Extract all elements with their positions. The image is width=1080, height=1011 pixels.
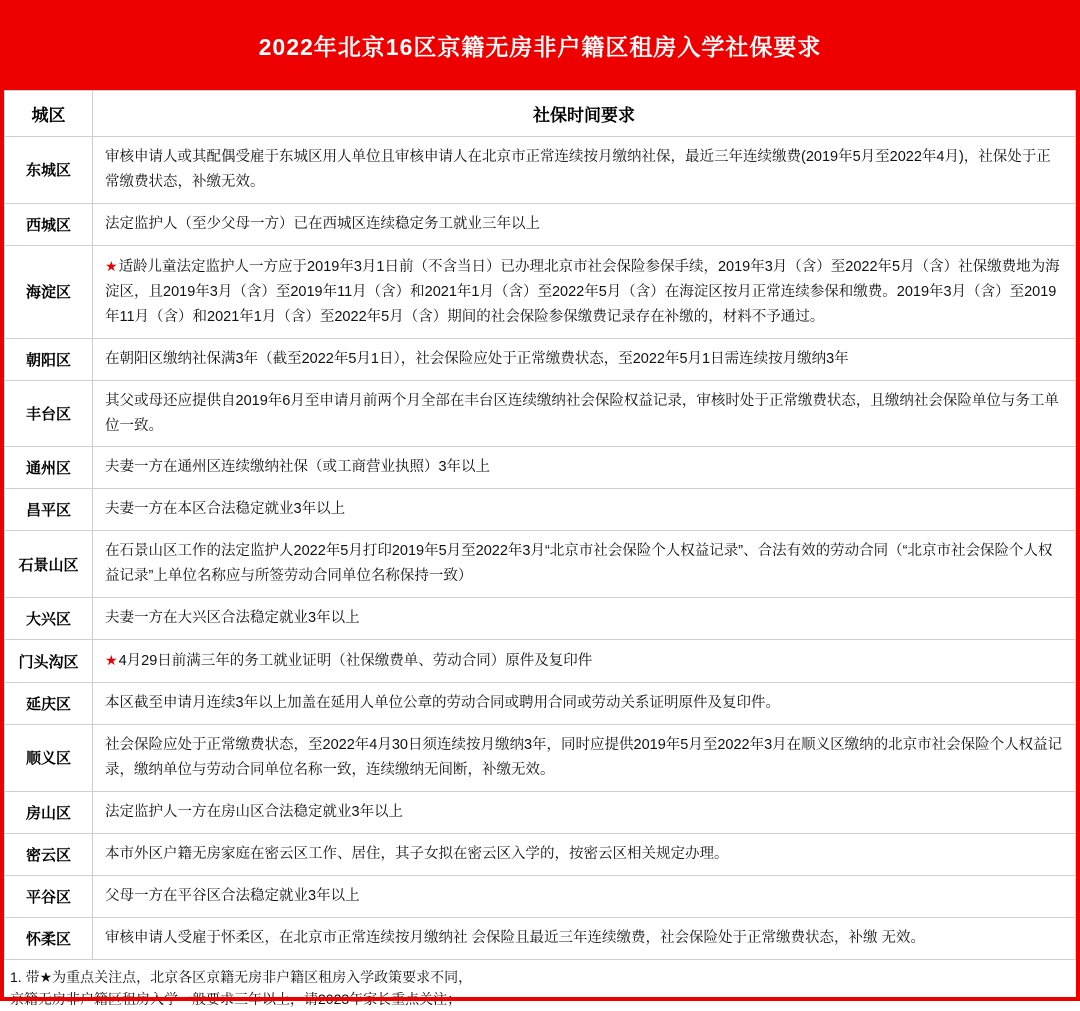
district-cell: 大兴区 — [5, 598, 93, 640]
column-header-requirement: 社保时间要求 — [93, 91, 1076, 137]
footnote-line-1: 1. 带★为重点关注点，北京各区京籍无房非户籍区租房入学政策要求不同， — [10, 968, 473, 985]
table-row — [5, 875, 1076, 917]
requirement-text: 适龄儿童法定监护人一方应于2019年3月1日前（不含当日）已办理北京市社会保险参保手续，2019年3月（含）至2022年5月（含）社保缴费地为海淀区，且2019年3月（含）至2019年11月（含）和2021年1月（含）至2022年5月（含）在海淀区按月正常连续参保和缴费。2019年3月（含）至2019年11月（含）和2021年1月（含）至2022年5月（含）期间的社会保险参保缴费记录存在补缴的，材料不予通过。 — [105, 258, 1060, 325]
footnotes — [4, 960, 1076, 1011]
district-cell: 朝阳区 — [5, 338, 93, 380]
requirement-text: 审核申请人或其配偶受雇于东城区用人单位且审核申请人在北京市正常连续按月缴纳社保，最近三年连续缴费(2019年5月至2022年4月)，社保处于正常缴费状态，补缴无效。 — [105, 149, 1051, 190]
table-row — [5, 791, 1076, 833]
table-row — [5, 833, 1076, 875]
requirement-cell — [93, 875, 1076, 917]
requirement-text: 法定监护人一方在房山区合法稳定就业3年以上 — [105, 803, 404, 820]
district-cell: 通州区 — [5, 447, 93, 489]
requirement-text: 夫妻一方在大兴区合法稳定就业3年以上 — [105, 610, 360, 627]
district-cell: 西城区 — [5, 203, 93, 245]
table-header — [5, 91, 1076, 137]
requirement-text: 本区截至申请月连续3年以上加盖在延用人单位公章的劳动合同或聘用合同或劳动关系证明原件及复印件。 — [105, 695, 781, 712]
requirement-cell — [93, 338, 1076, 380]
table-row — [5, 531, 1076, 598]
table-header-row — [5, 91, 1076, 137]
requirement-text: 其父或母还应提供自2019年6月至申请月前两个月全部在丰台区连续缴纳社会保险权益记录，审核时处于正常缴费状态，且缴纳社会保险单位与务工单位一致。 — [105, 392, 1059, 434]
requirement-text: 本市外区户籍无房家庭在密云区工作、居住，其子女拟在密云区入学的，按密云区相关规定办理。 — [105, 845, 729, 862]
requirement-cell — [93, 598, 1076, 640]
requirement-text: 夫妻一方在通州区连续缴纳社保（或工商营业执照）3年以上 — [105, 459, 491, 476]
column-header-district: 城区 — [5, 91, 93, 137]
district-cell: 密云区 — [5, 833, 93, 875]
requirement-cell — [93, 917, 1076, 959]
district-cell: 延庆区 — [5, 683, 93, 725]
requirement-cell — [93, 683, 1076, 725]
district-cell: 丰台区 — [5, 380, 93, 447]
requirement-cell — [93, 531, 1076, 598]
requirements-table — [4, 90, 1076, 960]
requirement-text: 父母一方在平谷区合法稳定就业3年以上 — [105, 887, 360, 904]
district-cell: 海淀区 — [5, 245, 93, 338]
star-icon: ★ — [105, 257, 118, 274]
requirement-cell — [93, 245, 1076, 338]
requirement-cell — [93, 203, 1076, 245]
title-banner — [4, 0, 1076, 90]
requirement-cell — [93, 791, 1076, 833]
table-row — [5, 203, 1076, 245]
district-cell: 门头沟区 — [5, 640, 93, 683]
requirement-text: 在石景山区工作的法定监护人2022年5月打印2019年5月至2022年3月“北京市社会保险个人权益记录”、合法有效的劳动合同（“北京市社会保险个人权益记录”上单位名称应与所签劳动合同单位名称保持一致） — [105, 543, 1053, 585]
district-cell: 平谷区 — [5, 875, 93, 917]
table-row — [5, 598, 1076, 640]
table-row — [5, 380, 1076, 447]
bottom-accent-bar — [4, 997, 1076, 1001]
district-cell: 房山区 — [5, 791, 93, 833]
requirement-cell — [93, 447, 1076, 489]
district-cell: 昌平区 — [5, 489, 93, 531]
requirement-text: 夫妻一方在本区合法稳定就业3年以上 — [105, 501, 346, 518]
district-cell: 怀柔区 — [5, 917, 93, 959]
table-row — [5, 338, 1076, 380]
requirement-cell — [93, 725, 1076, 792]
requirement-text: 社会保险应处于正常缴费状态，至2022年4月30日须连续按月缴纳3年，同时应提供2019年5月至2022年3月在顺义区缴纳的北京市社会保险个人权益记录，缴纳单位与劳动合同单位名称一致，连续缴纳无间断，补缴无效。 — [105, 737, 1063, 778]
requirement-cell — [93, 833, 1076, 875]
table-row — [5, 137, 1076, 204]
district-cell: 东城区 — [5, 137, 93, 204]
table-row — [5, 917, 1076, 959]
requirement-cell — [93, 380, 1076, 447]
requirement-cell — [93, 640, 1076, 683]
table-row — [5, 725, 1076, 792]
table-row — [5, 245, 1076, 338]
table-row — [5, 447, 1076, 489]
table-body — [5, 137, 1076, 960]
table-row — [5, 640, 1076, 683]
district-cell: 石景山区 — [5, 531, 93, 598]
table-row — [5, 683, 1076, 725]
star-icon: ★ — [105, 652, 118, 669]
requirement-cell — [93, 137, 1076, 204]
requirement-text: 在朝阳区缴纳社保满3年（截至2022年5月1日），社会保险应处于正常缴费状态，至2022年5月1日需连续按月缴纳3年 — [105, 350, 849, 367]
requirement-text: 4月29日前满三年的务工就业证明（社保缴费单、劳动合同）原件及复印件 — [118, 653, 593, 670]
district-cell: 顺义区 — [5, 725, 93, 792]
page-title: 2022年北京16区京籍无房非户籍区租房入学社保要求 — [258, 33, 822, 60]
requirement-cell — [93, 489, 1076, 531]
table-row — [5, 489, 1076, 531]
requirement-text: 审核申请人受雇于怀柔区，在北京市正常连续按月缴纳社 会保险且最近三年连续缴费，社会保险处于正常缴费状态，补缴 无效。 — [105, 929, 926, 946]
requirement-text: 法定监护人（至少父母一方）已在西城区连续稳定务工就业三年以上 — [105, 215, 540, 232]
